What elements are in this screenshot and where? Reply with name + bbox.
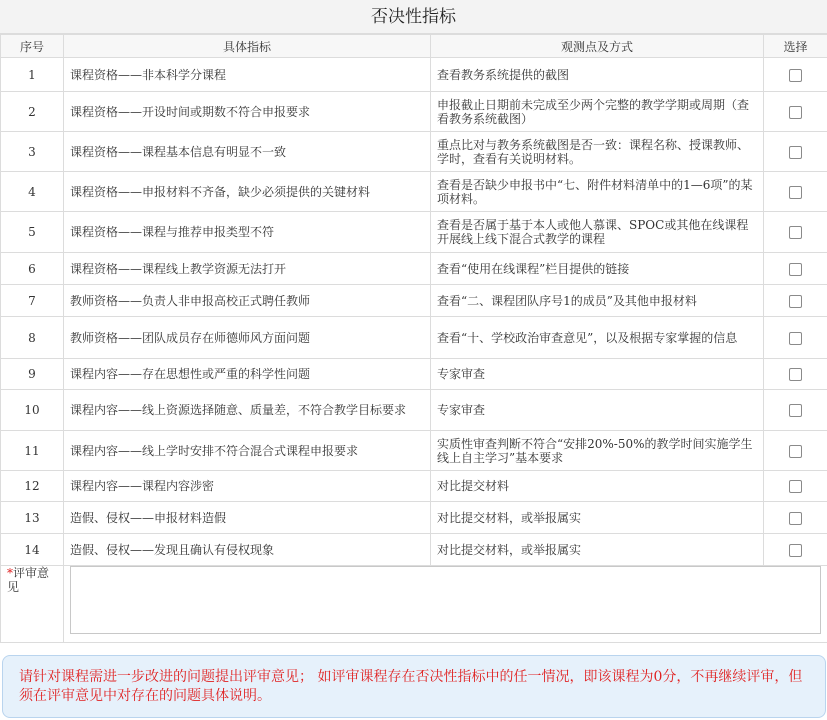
table-row <box>1 534 827 566</box>
row-method: 对比提交材料 <box>431 471 764 502</box>
row-indicator: 课程资格——开设时间或期数不符合申报要求 <box>64 92 431 132</box>
row-method: 查看“使用在线课程”栏目提供的链接 <box>431 253 764 285</box>
row-checkbox[interactable] <box>789 332 802 345</box>
row-seq: 14 <box>1 534 64 566</box>
row-method: 实质性审查判断不符合“安排20%-50%的教学时间实施学生线上自主学习”基本要求 <box>431 431 764 471</box>
row-seq: 6 <box>1 253 64 285</box>
row-seq: 4 <box>1 172 64 212</box>
row-checkbox[interactable] <box>789 295 802 308</box>
row-method: 专家审查 <box>431 359 764 390</box>
row-seq: 12 <box>1 471 64 502</box>
table-row <box>1 317 827 359</box>
row-method: 查看是否缺少申报书中“七、附件材料清单中的1—6项”的某项材料。 <box>431 172 764 212</box>
row-seq: 2 <box>1 92 64 132</box>
row-select-cell <box>764 285 827 317</box>
required-mark: * <box>7 566 13 580</box>
table-row <box>1 390 827 431</box>
row-indicator: 课程内容——存在思想性或严重的科学性问题 <box>64 359 431 390</box>
row-select-cell <box>764 390 827 431</box>
row-checkbox[interactable] <box>789 146 802 159</box>
row-select-cell <box>764 212 827 253</box>
row-indicator: 教师资格——负责人非申报高校正式聘任教师 <box>64 285 431 317</box>
row-checkbox[interactable] <box>789 445 802 458</box>
row-seq: 11 <box>1 431 64 471</box>
row-seq: 13 <box>1 502 64 534</box>
table-header-row <box>1 35 827 58</box>
row-checkbox[interactable] <box>789 263 802 276</box>
header-indicator: 具体指标 <box>64 35 431 58</box>
row-method: 查看“二、课程团队序号1的成员”及其他申报材料 <box>431 285 764 317</box>
row-indicator: 教师资格——团队成员存在师德师风方面问题 <box>64 317 431 359</box>
row-method: 对比提交材料，或举报属实 <box>431 534 764 566</box>
row-checkbox[interactable] <box>789 544 802 557</box>
row-indicator: 造假、侵权——申报材料造假 <box>64 502 431 534</box>
review-row <box>1 566 827 643</box>
indicator-table <box>0 34 827 643</box>
row-indicator: 课程资格——课程基本信息有明显不一致 <box>64 132 431 172</box>
row-select-cell <box>764 172 827 212</box>
row-checkbox[interactable] <box>789 512 802 525</box>
table-row <box>1 92 827 132</box>
row-method: 重点比对与教务系统截图是否一致：课程名称、授课教师、学时，查看有关说明材料。 <box>431 132 764 172</box>
row-seq: 8 <box>1 317 64 359</box>
row-indicator: 课程内容——课程内容涉密 <box>64 471 431 502</box>
row-select-cell <box>764 534 827 566</box>
row-method: 查看教务系统提供的截图 <box>431 58 764 92</box>
table-row <box>1 212 827 253</box>
row-method: 专家审查 <box>431 390 764 431</box>
table-row <box>1 58 827 92</box>
table-row <box>1 132 827 172</box>
table-row <box>1 285 827 317</box>
row-select-cell <box>764 431 827 471</box>
row-indicator: 课程资格——课程与推荐申报类型不符 <box>64 212 431 253</box>
review-notice: 请针对课程需进一步改进的问题提出评审意见； 如评审课程存在否决性指标中的任一情况，即该课程为0分，不再继续评审，但须在评审意见中对存在的问题具体说明。 <box>2 655 826 718</box>
row-seq: 1 <box>1 58 64 92</box>
row-select-cell <box>764 471 827 502</box>
row-indicator: 造假、侵权——发现且确认有侵权现象 <box>64 534 431 566</box>
row-checkbox[interactable] <box>789 186 802 199</box>
row-checkbox[interactable] <box>789 480 802 493</box>
header-select: 选择 <box>764 35 827 58</box>
table-row <box>1 431 827 471</box>
row-indicator: 课程资格——非本科学分课程 <box>64 58 431 92</box>
row-method: 查看“十、学校政治审查意见”，以及根据专家掌握的信息 <box>431 317 764 359</box>
row-seq: 10 <box>1 390 64 431</box>
row-seq: 9 <box>1 359 64 390</box>
row-checkbox[interactable] <box>789 106 802 119</box>
table-row <box>1 471 827 502</box>
header-seq: 序号 <box>1 35 64 58</box>
review-opinion-textarea[interactable] <box>70 566 821 634</box>
row-select-cell <box>764 253 827 285</box>
row-select-cell <box>764 359 827 390</box>
row-select-cell <box>764 132 827 172</box>
row-select-cell <box>764 502 827 534</box>
row-checkbox[interactable] <box>789 226 802 239</box>
row-select-cell <box>764 92 827 132</box>
row-indicator: 课程内容——线上学时安排不符合混合式课程申报要求 <box>64 431 431 471</box>
table-row <box>1 359 827 390</box>
row-indicator: 课程内容——线上资源选择随意、质量差，不符合教学目标要求 <box>64 390 431 431</box>
row-select-cell <box>764 58 827 92</box>
row-seq: 3 <box>1 132 64 172</box>
page-title: 否决性指标 <box>0 0 827 34</box>
row-select-cell <box>764 317 827 359</box>
table-row <box>1 253 827 285</box>
review-label-cell <box>1 566 64 643</box>
table-row <box>1 502 827 534</box>
row-seq: 7 <box>1 285 64 317</box>
review-label: 评审意见 <box>7 566 50 594</box>
review-input-cell <box>64 566 827 643</box>
row-method: 申报截止日期前未完成至少两个完整的教学学期或周期（查看教务系统截图） <box>431 92 764 132</box>
row-checkbox[interactable] <box>789 69 802 82</box>
row-method: 对比提交材料，或举报属实 <box>431 502 764 534</box>
row-indicator: 课程资格——申报材料不齐备，缺少必须提供的关键材料 <box>64 172 431 212</box>
row-checkbox[interactable] <box>789 368 802 381</box>
table-row <box>1 172 827 212</box>
header-method: 观测点及方式 <box>431 35 764 58</box>
row-indicator: 课程资格——课程线上教学资源无法打开 <box>64 253 431 285</box>
row-checkbox[interactable] <box>789 404 802 417</box>
row-seq: 5 <box>1 212 64 253</box>
row-method: 查看是否属于基于本人或他人慕课、SPOC或其他在线课程开展线上线下混合式教学的课程 <box>431 212 764 253</box>
